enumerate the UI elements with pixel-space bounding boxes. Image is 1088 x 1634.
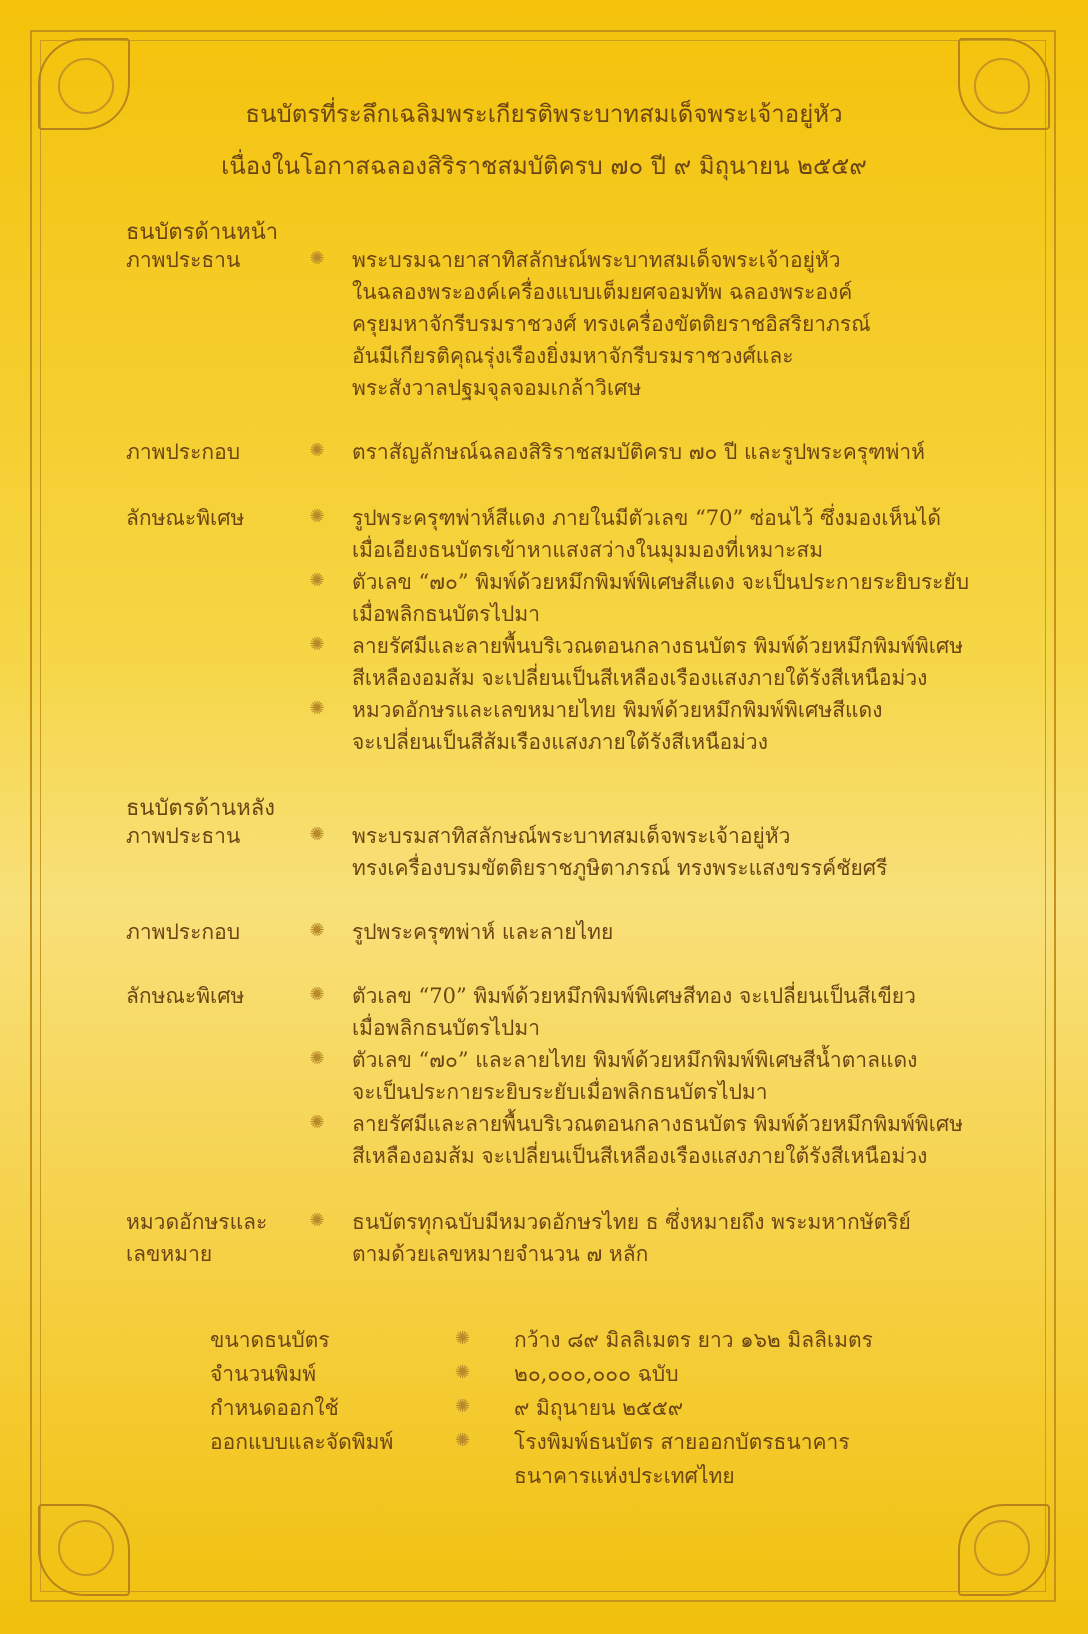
text-line: เมื่อพลิกธนบัตรไปมา: [352, 602, 541, 626]
flower-bullet-icon: ✺: [455, 1362, 471, 1383]
text-line: พระบรมฉายาสาทิสลักษณ์พระบาทสมเด็จพระเจ้าอยู่หัว: [352, 248, 841, 272]
list-item: [308, 980, 1028, 1044]
spec-label: ขนาดธนบัตร: [210, 1328, 330, 1352]
text-line: อันมีเกียรติคุณรุ่งเรืองยิ่งมหาจักรีบรมราชวงศ์และ: [352, 344, 794, 368]
back-special-label: ลักษณะพิเศษ: [126, 984, 245, 1008]
spec-row: [0, 1460, 1088, 1494]
list-item: [308, 1206, 1028, 1270]
list-item: [308, 820, 1028, 884]
text-line: พระสังวาลปฐมจุลจอมเกล้าวิเศษ: [352, 376, 642, 400]
serial-label-line-2: เลขหมาย: [126, 1242, 213, 1266]
spec-row: [0, 1426, 1088, 1460]
back-serial-label: [126, 1206, 296, 1270]
flower-bullet-icon: ✺: [309, 248, 325, 269]
spec-value: ๒๐,๐๐๐,๐๐๐ ฉบับ: [514, 1362, 679, 1386]
text-line: ตามด้วยเลขหมายจำนวน ๗ หลัก: [352, 1242, 649, 1266]
text-line: รูปพระครุฑพ่าห์ และลายไทย: [352, 920, 614, 944]
flower-bullet-icon: ✺: [309, 1048, 325, 1069]
list-item: [308, 630, 1028, 694]
list-item: [308, 244, 1028, 404]
spec-value: ๙ มิถุนายน ๒๕๕๙: [514, 1396, 684, 1420]
spec-row: [0, 1324, 1088, 1358]
title-line-1: ธนบัตรที่ระลึกเฉลิมพระเกียรติพระบาทสมเด็จพระเจ้าอยู่หัว: [245, 100, 843, 128]
spec-label: ออกแบบและจัดพิมพ์: [210, 1430, 394, 1454]
spec-label: จำนวนพิมพ์: [210, 1362, 317, 1386]
flower-bullet-icon: ✺: [455, 1430, 471, 1451]
flower-bullet-icon: ✺: [455, 1328, 471, 1349]
flower-bullet-icon: ✺: [309, 824, 325, 845]
flower-bullet-icon: ✺: [309, 440, 325, 461]
text-line: จะเปลี่ยนเป็นสีส้มเรืองแสงภายใต้รังสีเหนือม่วง: [352, 730, 768, 754]
back-main-label: ภาพประธาน: [126, 824, 241, 848]
text-line: ตัวเลข “๗๐” พิมพ์ด้วยหมึกพิมพ์พิเศษสีแดง จะเป็นประกายระยิบระยับ: [352, 570, 970, 594]
text-line: ครุยมหาจักรีบรมราชวงศ์ ทรงเครื่องขัตติยราชอิสริยาภรณ์: [352, 312, 871, 336]
text-line: หมวดอักษรและเลขหมายไทย พิมพ์ด้วยหมึกพิมพ์พิเศษสีแดง: [352, 698, 883, 722]
front-secondary-label: ภาพประกอบ: [126, 440, 241, 464]
flower-bullet-icon: ✺: [309, 984, 325, 1005]
list-item: [308, 1108, 1028, 1172]
back-secondary-label: ภาพประกอบ: [126, 920, 241, 944]
text-line: ธนบัตรทุกฉบับมีหมวดอักษรไทย ธ ซึ่งหมายถึง พระมหากษัตริย์: [352, 1210, 911, 1234]
flower-bullet-icon: ✺: [309, 698, 325, 719]
text-line: รูปพระครุฑพ่าห์สีแดง ภายในมีตัวเลข “70” ซ่อนไว้ ซึ่งมองเห็นได้: [352, 506, 941, 530]
text-line: สีเหลืองอมส้ม จะเปลี่ยนเป็นสีเหลืองเรืองแสงภายใต้รังสีเหนือม่วง: [352, 666, 928, 690]
list-item: [308, 1044, 1028, 1108]
text-line: ตราสัญลักษณ์ฉลองสิริราชสมบัติครบ ๗๐ ปี และรูปพระครุฑพ่าห์: [352, 440, 925, 464]
flower-bullet-icon: ✺: [309, 1210, 325, 1231]
front-main-label: ภาพประธาน: [126, 248, 241, 272]
flower-bullet-icon: ✺: [455, 1396, 471, 1417]
list-item: [308, 566, 1028, 630]
spec-value: กว้าง ๘๙ มิลลิเมตร ยาว ๑๖๒ มิลลิเมตร: [514, 1328, 873, 1352]
thai-corner-ornament-icon: [38, 1504, 130, 1596]
list-item: [308, 916, 1028, 948]
list-item: [308, 694, 1028, 758]
text-line: พระบรมสาทิสลักษณ์พระบาทสมเด็จพระเจ้าอยู่หัว: [352, 824, 791, 848]
text-line: จะเป็นประกายระยิบระยับเมื่อพลิกธนบัตรไปมา: [352, 1080, 768, 1104]
text-line: ทรงเครื่องบรมขัตติยราชภูษิตาภรณ์ ทรงพระแสงขรรค์ชัยศรี: [352, 856, 888, 880]
text-line: ลายรัศมีและลายพื้นบริเวณตอนกลางธนบัตร พิมพ์ด้วยหมึกพิมพ์พิเศษ: [352, 1112, 964, 1136]
flower-bullet-icon: ✺: [309, 570, 325, 591]
thai-corner-ornament-icon: [958, 1504, 1050, 1596]
front-heading: ธนบัตรด้านหน้า: [126, 220, 279, 245]
flower-bullet-icon: ✺: [309, 1112, 325, 1133]
flower-bullet-icon: ✺: [309, 634, 325, 655]
text-line: ตัวเลข “70” พิมพ์ด้วยหมึกพิมพ์พิเศษสีทอง จะเปลี่ยนเป็นสีเขียว: [352, 984, 916, 1008]
title-line-2: เนื่องในโอกาสฉลองสิริราชสมบัติครบ ๗๐ ปี ๙ มิถุนายน ๒๕๕๙: [221, 152, 867, 180]
text-line: เมื่อพลิกธนบัตรไปมา: [352, 1016, 541, 1040]
text-line: ในฉลองพระองค์เครื่องแบบเต็มยศจอมทัพ ฉลองพระองค์: [352, 280, 853, 304]
spec-row: [0, 1392, 1088, 1426]
list-item: [308, 436, 1028, 468]
back-heading: ธนบัตรด้านหลัง: [126, 796, 275, 821]
serial-label-line-1: หมวดอักษรและ: [126, 1210, 268, 1234]
front-special-label: ลักษณะพิเศษ: [126, 506, 245, 530]
spec-label: กำหนดออกใช้: [210, 1396, 339, 1420]
spec-value: โรงพิมพ์ธนบัตร สายออกบัตรธนาคาร: [514, 1430, 850, 1454]
text-line: เมื่อเอียงธนบัตรเข้าหาแสงสว่างในมุมมองที่เหมาะสม: [352, 538, 824, 562]
flower-bullet-icon: ✺: [309, 506, 325, 527]
spec-row: [0, 1358, 1088, 1392]
list-item: [308, 502, 1028, 566]
text-line: สีเหลืองอมส้ม จะเปลี่ยนเป็นสีเหลืองเรืองแสงภายใต้รังสีเหนือม่วง: [352, 1144, 928, 1168]
spec-value: ธนาคารแห่งประเทศไทย: [514, 1464, 735, 1488]
text-line: ตัวเลข “๗๐” และลายไทย พิมพ์ด้วยหมึกพิมพ์พิเศษสีน้ำตาลแดง: [352, 1048, 918, 1072]
flower-bullet-icon: ✺: [309, 920, 325, 941]
text-line: ลายรัศมีและลายพื้นบริเวณตอนกลางธนบัตร พิมพ์ด้วยหมึกพิมพ์พิเศษ: [352, 634, 964, 658]
